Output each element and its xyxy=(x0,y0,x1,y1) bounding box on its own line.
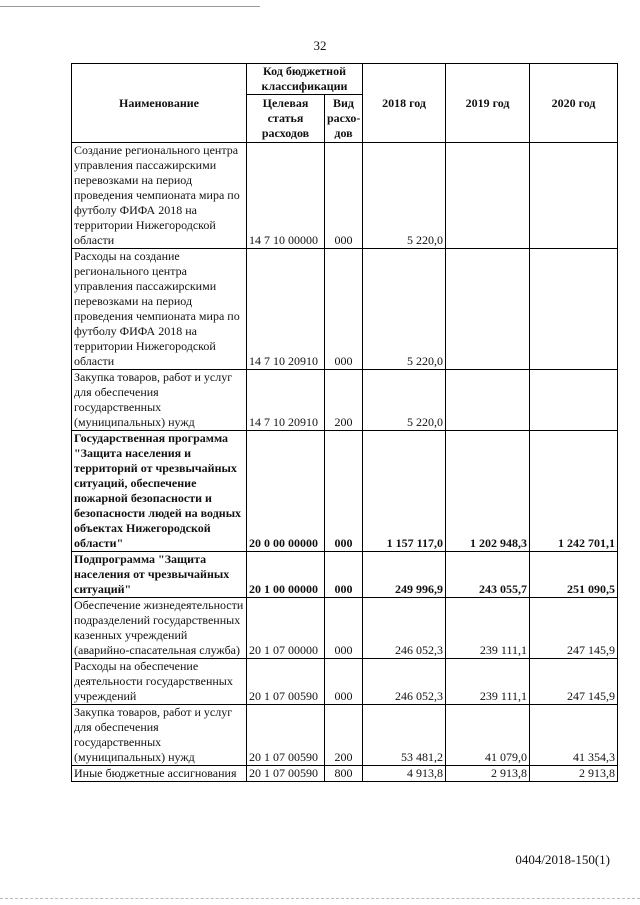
cell-name: Подпрограмма "Защита населения от чрезвычайных ситуаций" xyxy=(72,552,247,598)
cell-expense-type: 000 xyxy=(325,143,363,249)
document-code: 0404/2018-150(1) xyxy=(515,852,610,867)
cell-expense-type: 200 xyxy=(325,370,363,431)
header-name: Наименование xyxy=(72,64,247,143)
cell-2018: 53 481,2 xyxy=(363,705,446,766)
cell-expense-type: 800 xyxy=(325,766,363,782)
cell-name: Расходы на обеспечение деятельности государственных учреждений xyxy=(72,659,247,705)
cell-2018: 5 220,0 xyxy=(363,249,446,370)
cell-2019: 239 111,1 xyxy=(446,598,530,659)
cell-target-article: 20 1 00 00000 xyxy=(247,552,325,598)
table-row xyxy=(72,370,618,431)
cell-2019: 2 913,8 xyxy=(446,766,530,782)
table-row xyxy=(72,705,618,766)
cell-2018: 5 220,0 xyxy=(363,370,446,431)
cell-2020: 1 242 701,1 xyxy=(530,431,618,552)
cell-2019 xyxy=(446,370,530,431)
table-row xyxy=(72,249,618,370)
cell-2019 xyxy=(446,143,530,249)
cell-2020 xyxy=(530,249,618,370)
cell-2018: 246 052,3 xyxy=(363,659,446,705)
cell-name: Закупка товаров, работ и услуг для обеспечения государственных (муниципальных) нужд xyxy=(72,705,247,766)
table-row xyxy=(72,598,618,659)
cell-name: Расходы на создание регионального центра управления пассажирскими перевозками на период проведения чемпионата мира по футболу ФИФА 2018 на территории Нижегородской области xyxy=(72,249,247,370)
cell-target-article: 20 0 00 00000 xyxy=(247,431,325,552)
cell-expense-type: 000 xyxy=(325,598,363,659)
cell-name: Обеспечение жизнедеятельности подразделений государственных казенных учреждений (аварийно-спасательная служба) xyxy=(72,598,247,659)
cell-name: Государственная программа "Защита населения и территорий от чрезвычайных ситуаций, обеспечение пожарной безопасности и безопасности людей на водных объектах Нижегородской области" xyxy=(72,431,247,552)
cell-target-article: 14 7 10 00000 xyxy=(247,143,325,249)
cell-2019: 243 055,7 xyxy=(446,552,530,598)
header-2018: 2018 год xyxy=(363,64,446,143)
cell-name: Закупка товаров, работ и услуг для обеспечения государственных (муниципальных) нужд xyxy=(72,370,247,431)
cell-2020: 247 145,9 xyxy=(530,598,618,659)
table-row xyxy=(72,431,618,552)
cell-expense-type: 200 xyxy=(325,705,363,766)
header-budget-code: Код бюджетной классификации xyxy=(247,64,363,95)
cell-target-article: 14 7 10 20910 xyxy=(247,249,325,370)
cell-2020 xyxy=(530,143,618,249)
cell-2018: 246 052,3 xyxy=(363,598,446,659)
header-2019: 2019 год xyxy=(446,64,530,143)
header-2020: 2020 год xyxy=(530,64,618,143)
table-row xyxy=(72,766,618,782)
table-row xyxy=(72,552,618,598)
cell-expense-type: 000 xyxy=(325,431,363,552)
budget-table xyxy=(71,63,618,782)
table-row xyxy=(72,659,618,705)
cell-expense-type: 000 xyxy=(325,552,363,598)
cell-target-article: 20 1 07 00590 xyxy=(247,766,325,782)
cell-2020: 2 913,8 xyxy=(530,766,618,782)
cell-2019 xyxy=(446,249,530,370)
header-target-article: Целевая статья расходов xyxy=(247,95,325,143)
cell-expense-type: 000 xyxy=(325,249,363,370)
cell-2020 xyxy=(530,370,618,431)
cell-name: Создание регионального центра управления пассажирскими перевозками на период проведения чемпионата мира по футболу ФИФА 2018 на территории Нижегородской области xyxy=(72,143,247,249)
cell-2018: 249 996,9 xyxy=(363,552,446,598)
cell-2020: 247 145,9 xyxy=(530,659,618,705)
cell-2019: 41 079,0 xyxy=(446,705,530,766)
cell-target-article: 20 1 07 00590 xyxy=(247,705,325,766)
page-number: 32 xyxy=(313,38,327,53)
cell-target-article: 20 1 07 00590 xyxy=(247,659,325,705)
cell-2020: 251 090,5 xyxy=(530,552,618,598)
cell-2018: 5 220,0 xyxy=(363,143,446,249)
header-expense-type: Вид расхо-дов xyxy=(325,95,363,143)
cell-target-article: 14 7 10 20910 xyxy=(247,370,325,431)
cell-expense-type: 000 xyxy=(325,659,363,705)
cell-2019: 239 111,1 xyxy=(446,659,530,705)
table-row xyxy=(72,143,618,249)
top-rule xyxy=(0,6,260,7)
bottom-rule xyxy=(0,898,640,900)
cell-target-article: 20 1 07 00000 xyxy=(247,598,325,659)
cell-2018: 4 913,8 xyxy=(363,766,446,782)
cell-2020: 41 354,3 xyxy=(530,705,618,766)
cell-2019: 1 202 948,3 xyxy=(446,431,530,552)
cell-2018: 1 157 117,0 xyxy=(363,431,446,552)
cell-name: Иные бюджетные ассигнования xyxy=(72,766,247,782)
